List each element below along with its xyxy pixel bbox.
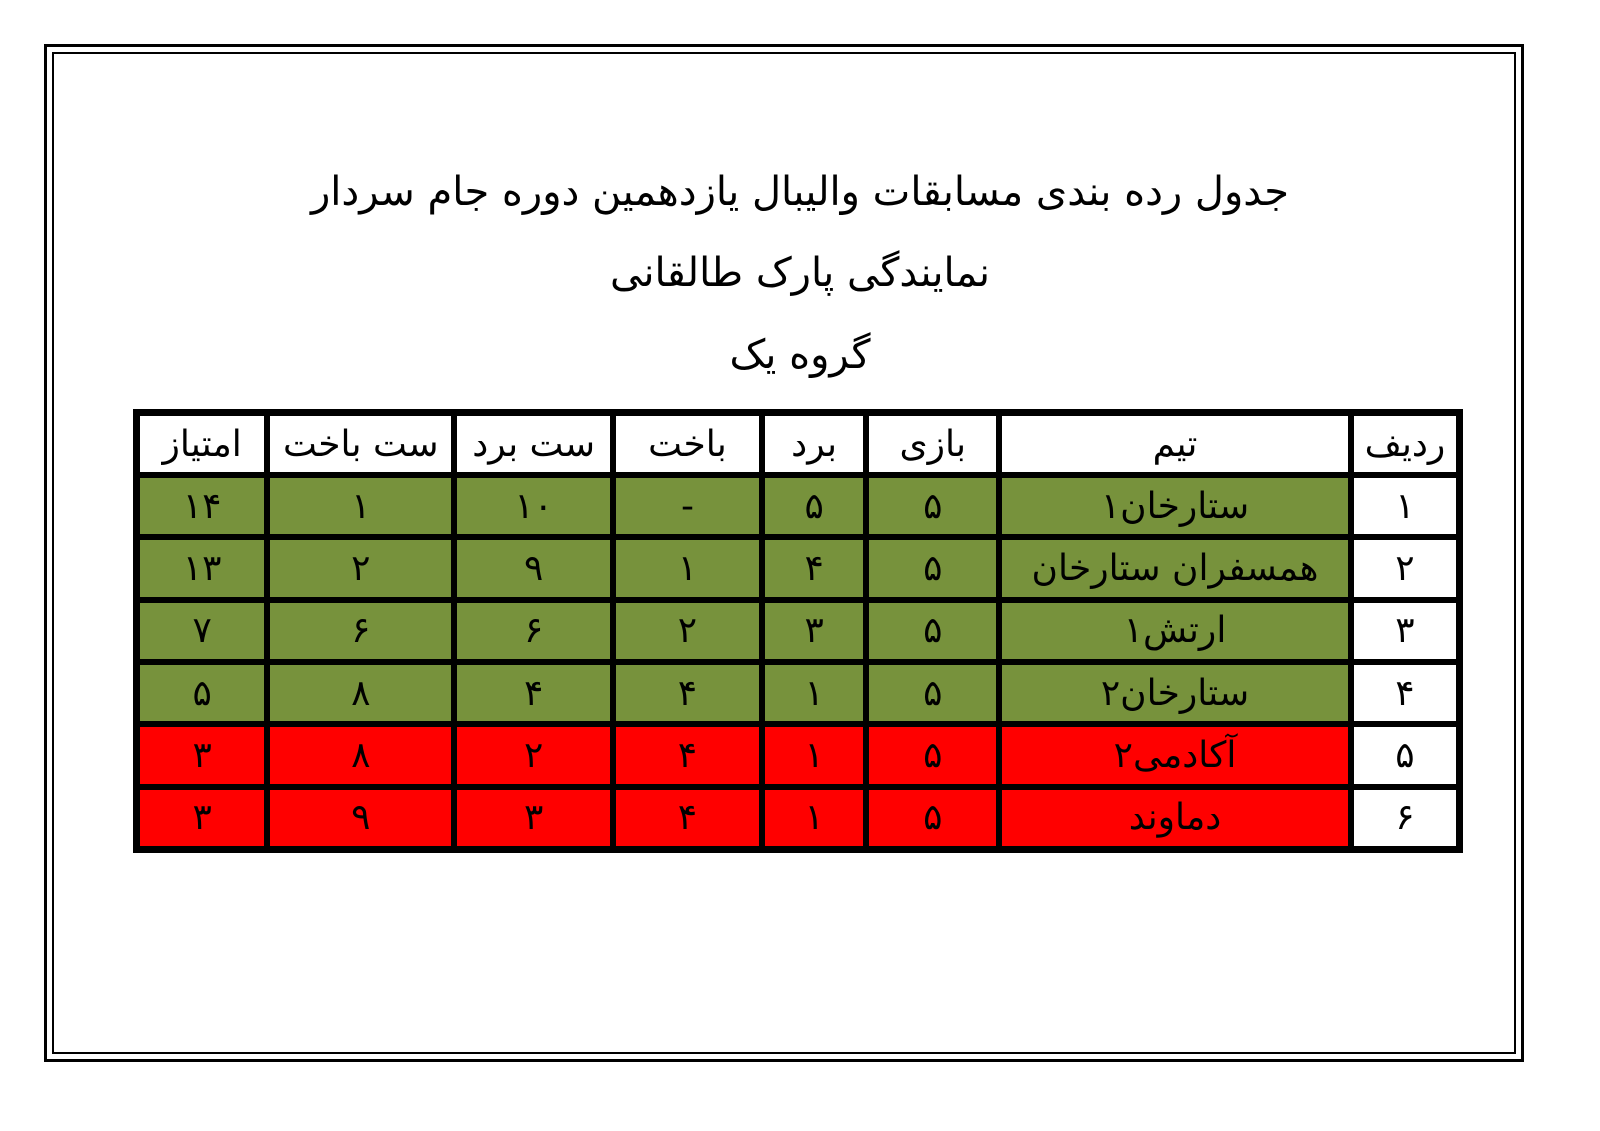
won-cell: ۱ — [762, 662, 867, 724]
won-cell: ۴ — [762, 537, 867, 599]
team-cell: ستارخان۲ — [999, 662, 1351, 724]
header-won: برد — [762, 413, 867, 476]
played-cell: ۵ — [866, 600, 999, 662]
page-subtitle: نمایندگی پارک طالقانی — [610, 250, 990, 296]
team-cell: آکادمی۲ — [999, 724, 1351, 786]
table-row — [137, 724, 1460, 786]
points-cell: ۳ — [137, 787, 268, 850]
header-rank: ردیف — [1351, 413, 1460, 476]
header-team: تیم — [999, 413, 1351, 476]
page-title: جدول رده بندی مسابقات والیبال یازدهمین دوره جام سردار — [310, 169, 1290, 215]
rank-cell: ۴ — [1351, 662, 1460, 724]
points-cell: ۱۳ — [137, 537, 268, 599]
sets-lost-cell: ۶ — [267, 600, 454, 662]
sets-lost-cell: ۸ — [267, 724, 454, 786]
won-cell: ۱ — [762, 787, 867, 850]
lost-cell: ۱ — [613, 537, 762, 599]
points-cell: ۷ — [137, 600, 268, 662]
rank-cell: ۳ — [1351, 600, 1460, 662]
sets-won-cell: ۱۰ — [454, 475, 613, 537]
points-cell: ۱۴ — [137, 475, 268, 537]
lost-cell: ۴ — [613, 662, 762, 724]
sets-won-cell: ۳ — [454, 787, 613, 850]
played-cell: ۵ — [866, 475, 999, 537]
header-points: امتیاز — [137, 413, 268, 476]
rank-cell: ۵ — [1351, 724, 1460, 786]
table-row — [137, 475, 1460, 537]
sets-lost-cell: ۱ — [267, 475, 454, 537]
table-row — [137, 662, 1460, 724]
header-sets-lost: ست باخت — [267, 413, 454, 476]
header-lost: باخت — [613, 413, 762, 476]
table-row — [137, 600, 1460, 662]
played-cell: ۵ — [866, 724, 999, 786]
won-cell: ۵ — [762, 475, 867, 537]
rank-cell: ۶ — [1351, 787, 1460, 850]
sets-lost-cell: ۸ — [267, 662, 454, 724]
lost-cell: ۲ — [613, 600, 762, 662]
team-cell: دماوند — [999, 787, 1351, 850]
header-row — [137, 413, 1460, 476]
sets-lost-cell: ۲ — [267, 537, 454, 599]
played-cell: ۵ — [866, 662, 999, 724]
points-cell: ۵ — [137, 662, 268, 724]
team-cell: ارتش۱ — [999, 600, 1351, 662]
lost-cell: ۴ — [613, 724, 762, 786]
table-row — [137, 787, 1460, 850]
sets-won-cell: ۴ — [454, 662, 613, 724]
lost-cell: ۴ — [613, 787, 762, 850]
rank-cell: ۲ — [1351, 537, 1460, 599]
sets-lost-cell: ۹ — [267, 787, 454, 850]
sets-won-cell: ۲ — [454, 724, 613, 786]
won-cell: ۱ — [762, 724, 867, 786]
points-cell: ۳ — [137, 724, 268, 786]
sets-won-cell: ۶ — [454, 600, 613, 662]
won-cell: ۳ — [762, 600, 867, 662]
team-cell: همسفران ستارخان — [999, 537, 1351, 599]
played-cell: ۵ — [866, 537, 999, 599]
lost-cell: - — [613, 475, 762, 537]
team-cell: ستارخان۱ — [999, 475, 1351, 537]
header-played: بازی — [866, 413, 999, 476]
group-title: گروه یک — [729, 332, 871, 378]
table-row — [137, 537, 1460, 599]
rank-cell: ۱ — [1351, 475, 1460, 537]
header-sets-won: ست برد — [454, 413, 613, 476]
played-cell: ۵ — [866, 787, 999, 850]
sets-won-cell: ۹ — [454, 537, 613, 599]
standings-table — [133, 409, 1463, 853]
